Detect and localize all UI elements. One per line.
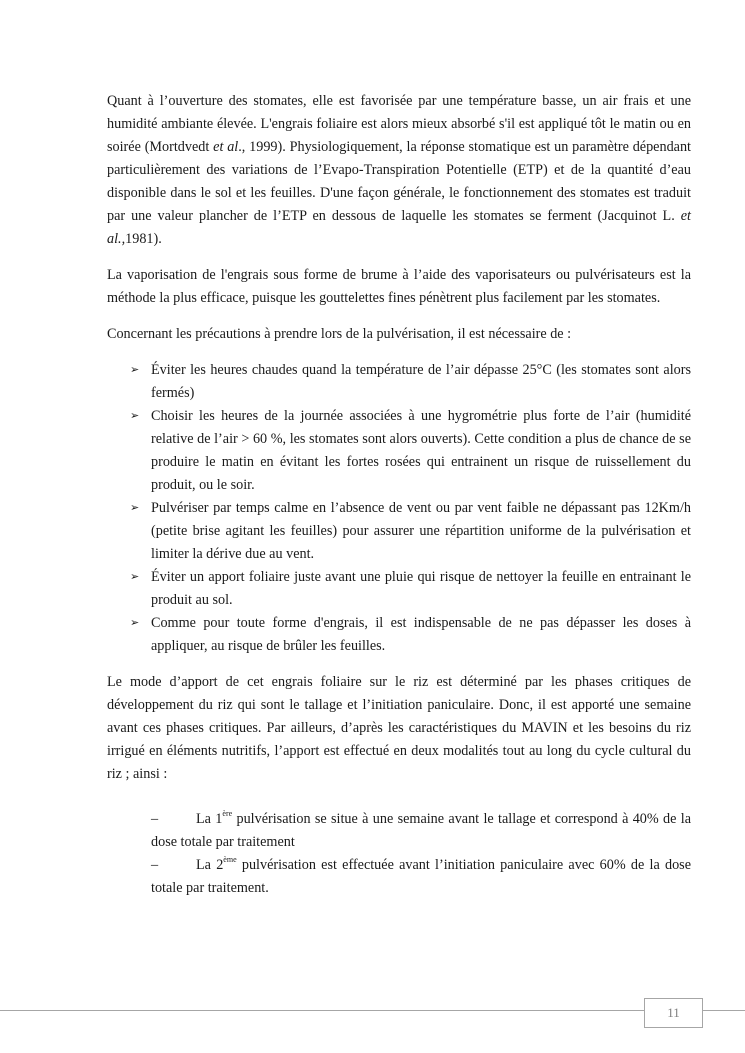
list-item [151, 854, 691, 900]
ordinal-superscript: ère [222, 809, 233, 818]
list-item-text: Comme pour toute forme d'engrais, il est indispensable de ne pas dépasser les doses à appliquer, au risque de brûler les feuilles. [151, 615, 691, 654]
dash-bullet: – [151, 811, 159, 827]
paragraph-stomata [107, 90, 691, 251]
footer-divider [0, 1010, 745, 1011]
paragraph-precautions-intro: Concernant les précautions à prendre lors de la pulvérisation, il est nécessaire de : [107, 326, 572, 342]
modality-text: pulvérisation se situe à une semaine avant le tallage et correspond à 40% de la dose totale par traitement [151, 811, 691, 850]
list-item-text: Éviter les heures chaudes quand la température de l’air dépasse 25°C (les stomates sont alors fermés) [151, 362, 691, 401]
list-item-text: Éviter un apport foliaire juste avant une pluie qui risque de nettoyer la feuille en entrainant le produit au sol. [151, 569, 691, 608]
modality-lead: La 1 [196, 811, 223, 827]
arrow-bullet-icon: ➢ [130, 571, 140, 583]
paragraph-vaporisation: La vaporisation de l'engrais sous forme de brume à l’aide des vaporisateurs ou pulvérisateurs est la méthode la plus efficace, puisque les gouttelettes fines pénètrent plus facilement par les stomates. [107, 267, 691, 306]
precautions-list [107, 359, 691, 658]
list-item [130, 566, 691, 612]
paragraph-text: ., 1999). Physiologiquement, la réponse stomatique est un paramètre dépendant particulièrement des variations de l’Evapo-Transpiration Potentielle (ETP) et de la quantité d’eau disponible dans le sol et les feuilles. D'une façon générale, le fonctionnement des stomates est traduit par une valeur plancher de l’ETP en dessous de laquelle les stomates se ferment (Jacquinot L. [107, 139, 692, 224]
arrow-bullet-icon: ➢ [130, 502, 140, 514]
modality-text: pulvérisation est effectuée avant l’initiation paniculaire avec 60% de la dose totale par traitement. [151, 857, 691, 896]
arrow-bullet-icon: ➢ [130, 617, 140, 629]
modality-lead: La 2 [196, 857, 224, 873]
paragraph-text: Quant à l’ouverture des stomates, elle est favorisée par une température basse, un air frais et une humidité ambiante élevée. L'engrais foliaire est alors mieux absorbé s'il est appliqué tôt le matin ou en soirée (Mortdvedt [107, 93, 691, 155]
list-item-text: Pulvériser par temps calme en l’absence de vent ou par vent faible ne dépassant pas 12Km/h (petite brise agitant les feuilles) pour assurer une répartition uniforme de la pulvérisation et limiter la dérive due au vent. [151, 500, 691, 562]
page-body [107, 90, 691, 900]
modalities-list [107, 808, 691, 900]
arrow-bullet-icon: ➢ [130, 410, 140, 422]
citation-et-al: et al [213, 139, 239, 155]
arrow-bullet-icon: ➢ [130, 364, 140, 376]
dash-bullet: – [151, 857, 159, 873]
list-item [130, 359, 691, 405]
citation-et-al: et al., [107, 208, 691, 247]
paragraph-application-mode: Le mode d’apport de cet engrais foliaire sur le riz est déterminé par les phases critiques de développement du riz qui sont le tallage et l’initiation paniculaire. Donc, il est apporté une semaine avant ces phases critiques. Par ailleurs, d’après les caractéristiques du MAVIN et les besoins du riz irrigué en éléments nutritifs, l’apport est effectué en deux modalités tout au long du cycle cultural du riz ; ainsi : [107, 674, 691, 782]
list-item [130, 405, 691, 497]
ordinal-superscript: ème [223, 855, 237, 864]
list-item [130, 612, 691, 658]
page-number: 11 [644, 998, 703, 1028]
list-item [130, 497, 691, 566]
paragraph-text: 1981). [125, 231, 162, 247]
list-item-text: Choisir les heures de la journée associées à une hygrométrie plus forte de l’air (humidité relative de l’air > 60 %, les stomates sont alors ouverts). Cette condition a plus de chance de se produire le matin en évitant les fortes rosées qui entrainent un risque de ruissellement du produit, ou le soir. [151, 408, 691, 493]
list-item [151, 808, 691, 854]
